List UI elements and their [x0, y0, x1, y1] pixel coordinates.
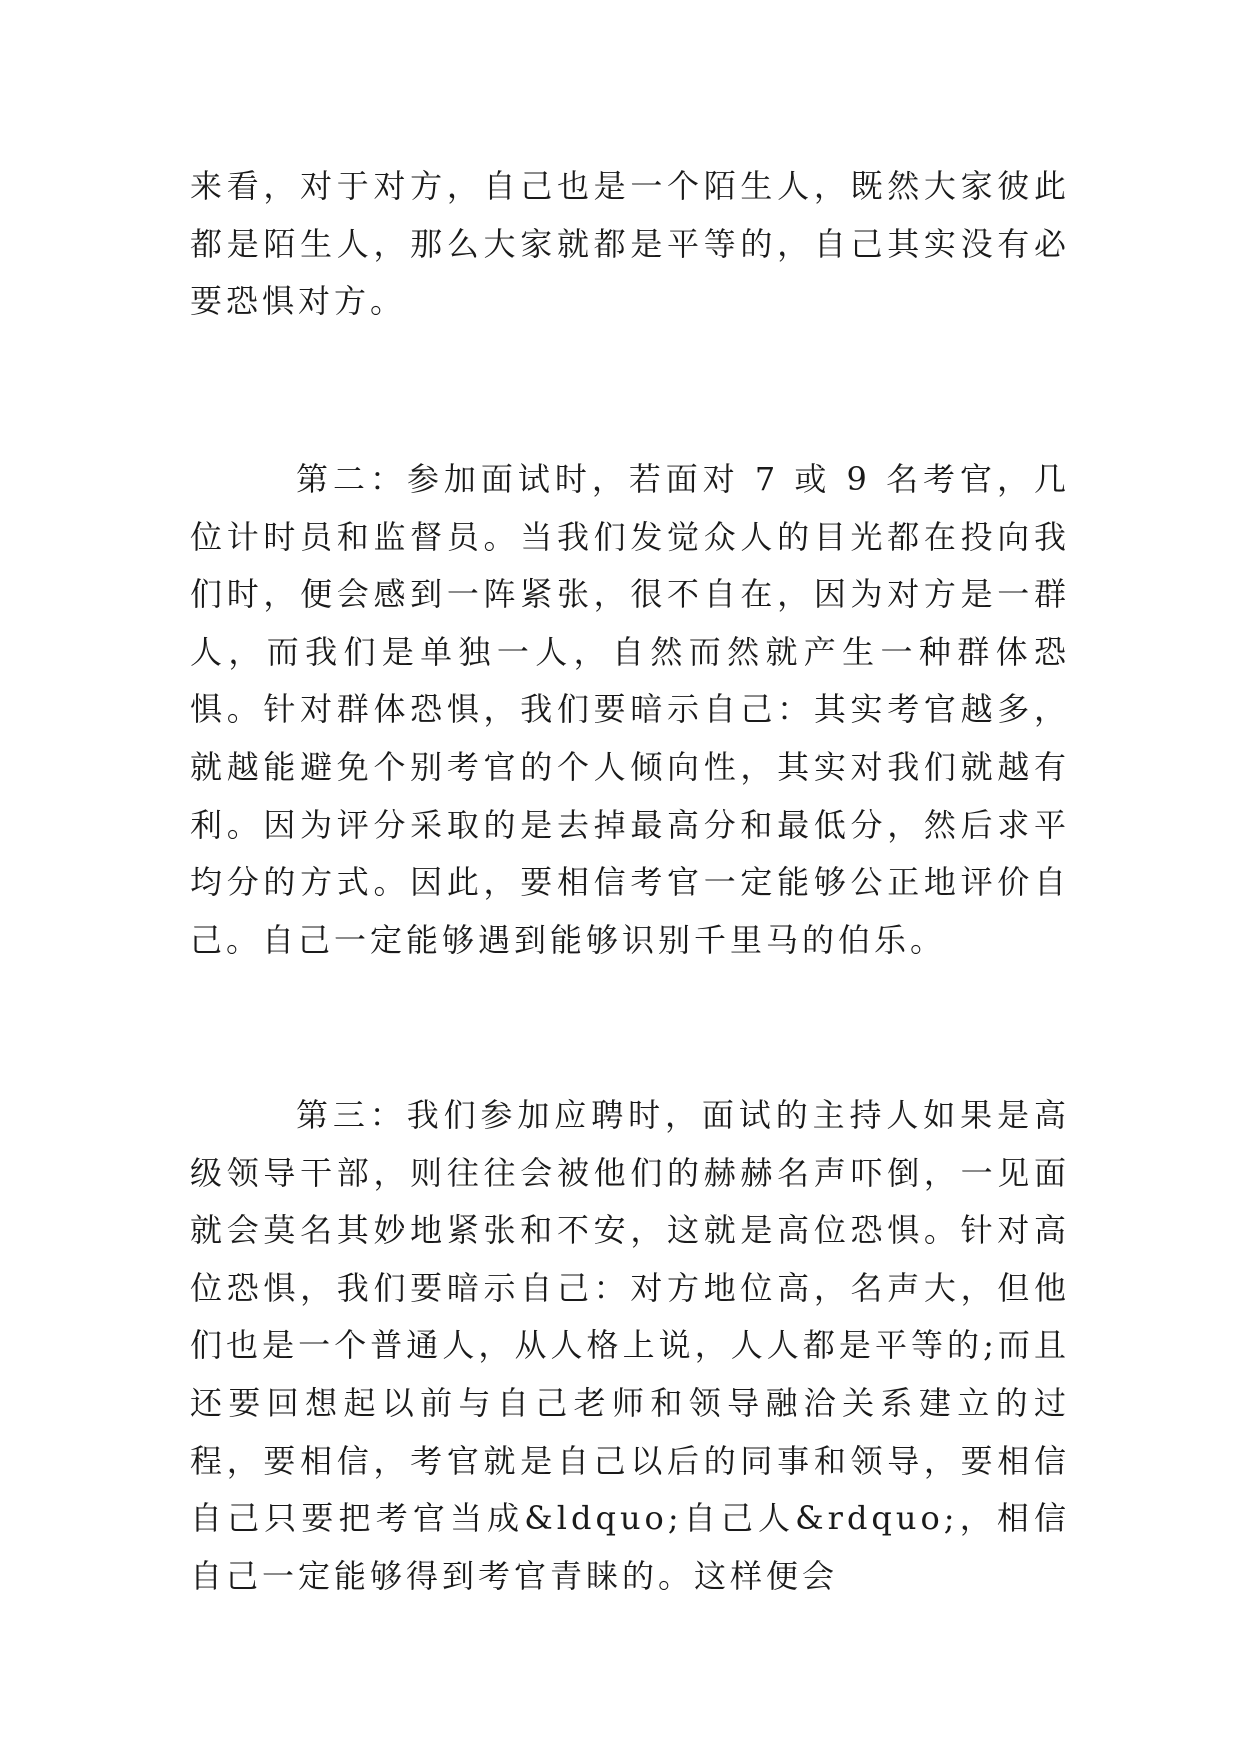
paragraph-3: 第三：我们参加应聘时，面试的主持人如果是高级领导干部，则往往会被他们的赫赫名声吓倒，一见面就会莫名其妙地紧张和不安，这就是高位恐惧。针对高位恐惧，我们要暗示自己：对方地位高，名声大，但他们也是一个普通人，从人格上说，人人都是平等的;而且还要回想起以前与自己老师和领导融洽关系建立的过程，要相信，考官就是自己以后的同事和领导，要相信自己只要把考官当成&ldquo;自己人&rdquo;，相信自己一定能够得到考官青睐的。这样便会: [190, 1096, 1070, 1595]
paragraph-2: 第二：参加面试时，若面对 7 或 9 名考官，几位计时员和监督员。当我们发觉众人的目光都在投向我们时，便会感到一阵紧张，很不自在，因为对方是一群人，而我们是单独一人，自然而然就产生一种群体恐惧。针对群体恐惧，我们要暗示自己：其实考官越多，就越能避免个别考官的个人倾向性，其实对我们就越有利。因为评分采取的是去掉最高分和最低分，然后求平均分的方式。因此，要相信考官一定能够公正地评价自己。自己一定能够遇到能够识别千里马的伯乐。: [190, 460, 1070, 959]
paragraph-1: 来看，对于对方，自己也是一个陌生人，既然大家彼此都是陌生人，那么大家就都是平等的，自己其实没有必要恐惧对方。: [190, 167, 1070, 321]
